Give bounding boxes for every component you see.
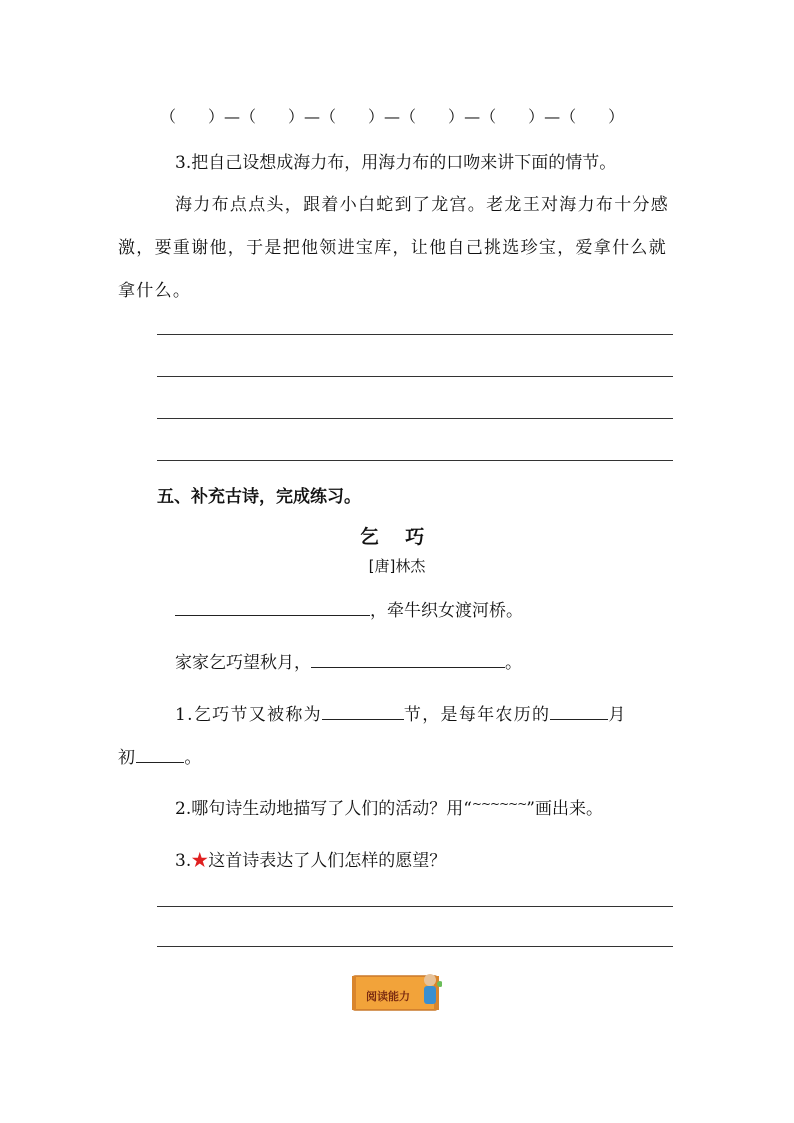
q3-number: 3. <box>175 851 192 871</box>
poem-line-2 <box>175 648 522 673</box>
sequence-blank-4[interactable]: （ ） <box>400 107 465 126</box>
q1-blank-month[interactable] <box>550 703 608 720</box>
section-heading: 五、补充古诗，完成练习。 <box>157 487 361 507</box>
q1-text-e: 。 <box>184 748 203 768</box>
poem-author: [唐]林杰 <box>368 557 426 575</box>
answer-line-5[interactable] <box>157 906 673 907</box>
passage-line-1: 海力布点点头，跟着小白蛇到了龙宫。老龙王对海力布十分感 <box>175 195 670 215</box>
poem-title: 乞 巧 <box>359 526 435 548</box>
answer-line-6[interactable] <box>157 946 673 947</box>
q1-text-a: 1.乞巧节又被称为 <box>175 705 322 725</box>
q1-text-d: 初 <box>118 748 137 768</box>
poem-line-1-text: ，牵牛织女渡河桥。 <box>370 601 523 621</box>
sequence-blank-2[interactable]: （ ） <box>240 107 305 126</box>
sequence-blank-6[interactable]: （ ） <box>560 107 625 126</box>
poem-blank-1[interactable] <box>175 599 370 616</box>
sequence-dash: — <box>304 107 321 126</box>
passage-line-2: 激，要重谢他，于是把他领进宝库，让他自己挑选珍宝，爱拿什么就 <box>118 238 667 258</box>
q2-text-a: 2.哪句诗生动地描写了人们的活动？用“ <box>175 799 472 819</box>
sequence-row <box>160 104 624 127</box>
poem-line-2-text: 家家乞巧望秋月， <box>175 653 311 673</box>
answer-line-1[interactable] <box>157 334 673 335</box>
wavy-line-symbol: ~~~~~~ <box>471 797 527 811</box>
question-1 <box>175 700 627 725</box>
sequence-blank-1[interactable]: （ ） <box>160 107 225 126</box>
poem-blank-2[interactable] <box>311 651 505 668</box>
sequence-dash: — <box>544 107 561 126</box>
q1-text-b: 节，是每年农历的 <box>403 705 551 725</box>
sequence-dash: — <box>464 107 481 126</box>
question-2 <box>175 794 603 819</box>
poem-line-1 <box>175 596 523 621</box>
question-3 <box>175 846 446 871</box>
poem-line-2-end: 。 <box>505 653 522 673</box>
sequence-dash: — <box>224 107 241 126</box>
sequence-blank-3[interactable]: （ ） <box>320 107 385 126</box>
answer-line-4[interactable] <box>157 460 673 461</box>
question-1-cont <box>118 743 203 768</box>
q1-text-c: 月 <box>608 705 627 725</box>
q3-text: 这首诗表达了人们怎样的愿望？ <box>208 851 447 871</box>
q1-blank-festival[interactable] <box>322 703 404 720</box>
child-figure-icon <box>424 974 436 986</box>
badge-label: 阅读能力 <box>366 990 410 1003</box>
star-icon: ★ <box>191 851 209 871</box>
reading-ability-badge <box>352 970 442 1012</box>
q2-text-b: ”画出来。 <box>526 799 603 819</box>
answer-line-3[interactable] <box>157 418 673 419</box>
sequence-blank-5[interactable]: （ ） <box>480 107 545 126</box>
passage-line-3: 拿什么。 <box>118 281 192 301</box>
answer-line-2[interactable] <box>157 376 673 377</box>
sequence-dash: — <box>384 107 401 126</box>
question-retell: 3.把自己设想成海力布，用海力布的口吻来讲下面的情节。 <box>175 153 617 173</box>
q1-blank-day[interactable] <box>136 746 184 763</box>
